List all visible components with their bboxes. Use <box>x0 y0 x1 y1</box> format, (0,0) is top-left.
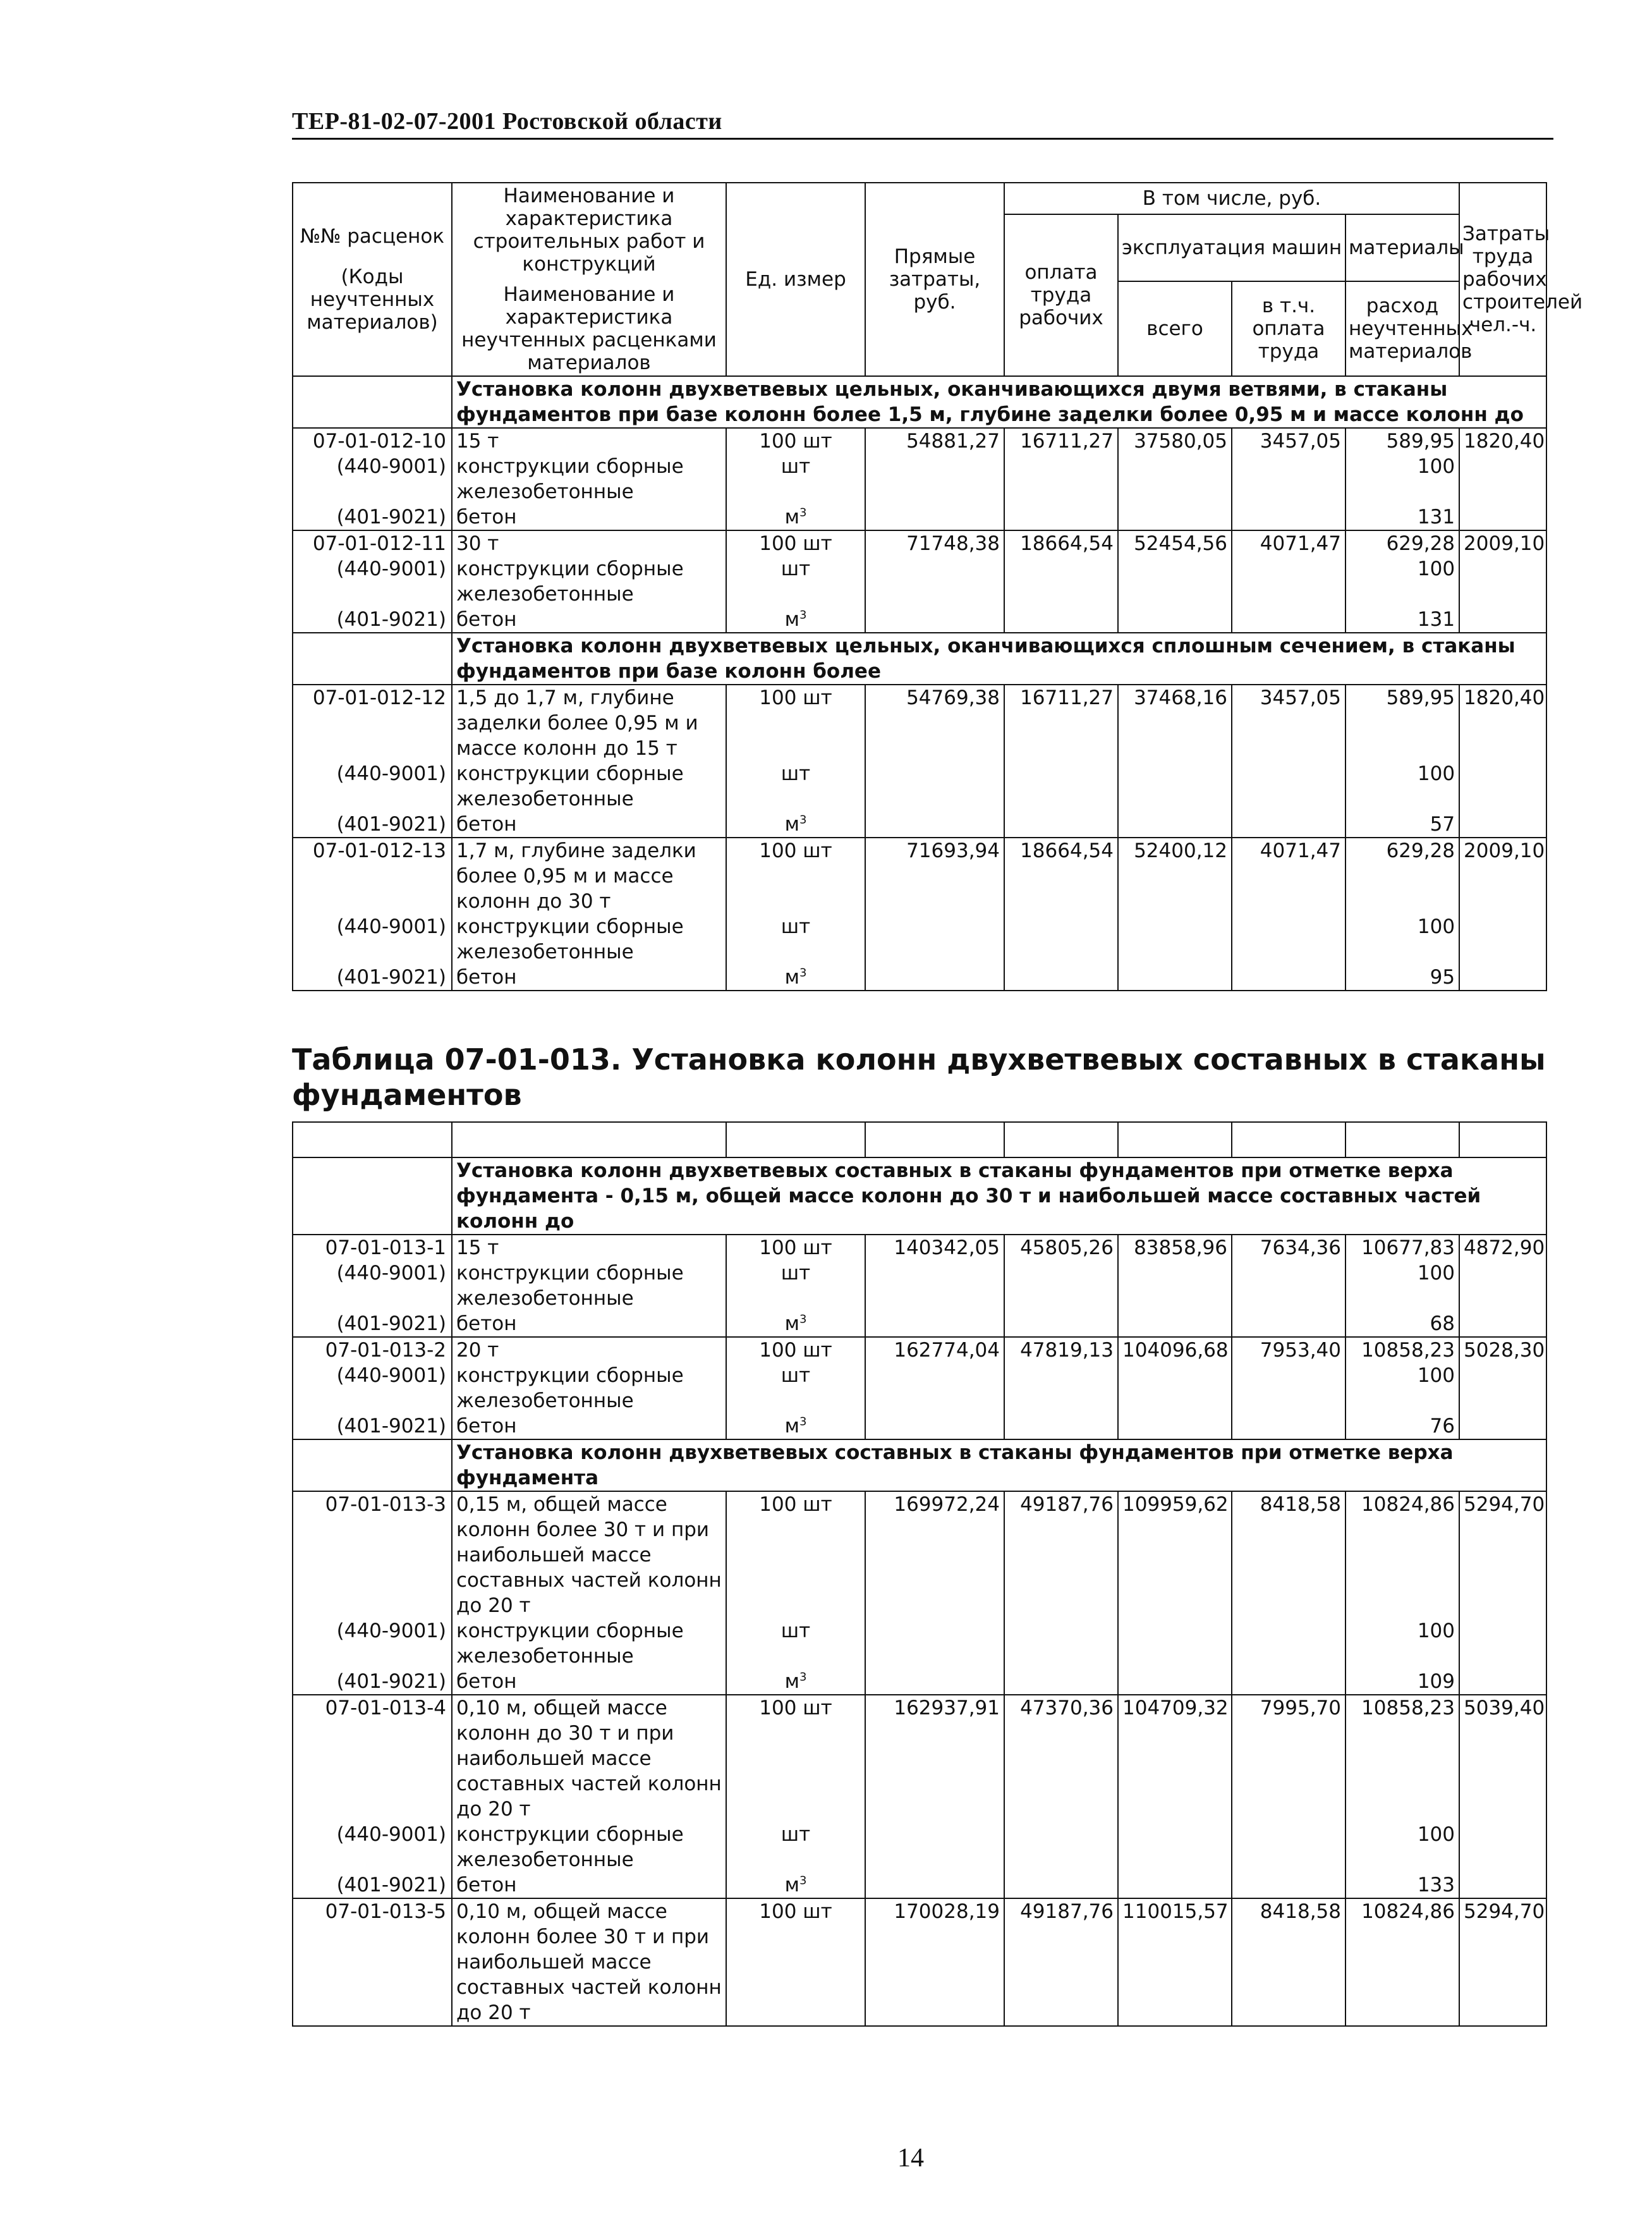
material-name: конструкции сборные железобетонные <box>452 1618 726 1669</box>
worker-hours: 5028,30 <box>1459 1337 1546 1363</box>
material-code: (440-9001) <box>293 1618 452 1669</box>
machine-labor-cost: 3457,05 <box>1232 685 1345 761</box>
material-name: конструкции сборные железобетонные <box>452 556 726 607</box>
material-qty: 100 <box>1345 1618 1459 1669</box>
worker-hours: 5294,70 <box>1459 1491 1546 1618</box>
rates-table-013 <box>292 1121 1547 2027</box>
machine-cost: 52454,56 <box>1118 530 1232 556</box>
labor-cost: 47819,13 <box>1004 1337 1118 1363</box>
col-code-header: №№ расценок (Коды неучтенных материалов) <box>293 183 452 376</box>
direct-cost: 162937,91 <box>865 1695 1004 1822</box>
rate-unit: 100 шт <box>726 1491 865 1618</box>
material-unit: шт <box>726 1363 865 1413</box>
rate-name: 15 т <box>452 428 726 454</box>
material-code: (401-9021) <box>293 812 452 838</box>
material-qty: 95 <box>1345 965 1459 991</box>
worker-hours: 5039,40 <box>1459 1695 1546 1822</box>
material-name: бетон <box>452 1872 726 1898</box>
material-code: (440-9001) <box>293 556 452 607</box>
material-unit: $м^3$ <box>726 965 865 991</box>
material-code: (401-9021) <box>293 1413 452 1439</box>
material-cost: 10858,23 <box>1345 1695 1459 1822</box>
section-heading: Установка колонн двухветвевых цельных, оканчивающихся сплошным сечением, в стаканы фундаментов при базе колонн более <box>452 633 1546 685</box>
material-qty: 133 <box>1345 1872 1459 1898</box>
rate-name: 30 т <box>452 530 726 556</box>
section-heading: Установка колонн двухветвевых составных в стаканы фундаментов при отметке верха фундамента - 0,15 м, общей массе колонн до 30 т и наибольшей массе составных частей колонн до <box>452 1157 1546 1235</box>
material-qty: 109 <box>1345 1669 1459 1695</box>
rate-code: 07-01-013-4 <box>293 1695 452 1822</box>
machine-cost: 109959,62 <box>1118 1491 1232 1618</box>
machine-labor-cost: 7995,70 <box>1232 1695 1345 1822</box>
col-unit-header: Ед. измер <box>726 183 865 376</box>
rate-unit: 100 шт <box>726 685 865 761</box>
machine-labor-cost: 3457,05 <box>1232 428 1345 454</box>
rate-code: 07-01-012-13 <box>293 838 452 914</box>
material-code: (401-9021) <box>293 1872 452 1898</box>
material-unit: $м^3$ <box>726 812 865 838</box>
rate-unit: 100 шт <box>726 1898 865 2026</box>
machine-labor-cost: 8418,58 <box>1232 1491 1345 1618</box>
machine-cost: 37580,05 <box>1118 428 1232 454</box>
material-name: бетон <box>452 1413 726 1439</box>
material-name: бетон <box>452 965 726 991</box>
material-cost: 10824,86 <box>1345 1491 1459 1618</box>
labor-cost: 16711,27 <box>1004 428 1118 454</box>
material-unit: шт <box>726 454 865 504</box>
material-cost: 629,28 <box>1345 530 1459 556</box>
material-unit: $м^3$ <box>726 1872 865 1898</box>
labor-cost: 49187,76 <box>1004 1898 1118 2026</box>
material-unit: шт <box>726 556 865 607</box>
material-name: конструкции сборные железобетонные <box>452 454 726 504</box>
worker-hours: 1820,40 <box>1459 428 1546 454</box>
labor-cost: 47370,36 <box>1004 1695 1118 1822</box>
material-code: (401-9021) <box>293 607 452 633</box>
material-unit: шт <box>726 1260 865 1311</box>
rate-unit: 100 шт <box>726 530 865 556</box>
rate-name: 0,10 м, общей массе колонн более 30 т и при наибольшей массе составных частей колонн до 20 т <box>452 1898 726 2026</box>
material-code: (440-9001) <box>293 761 452 812</box>
material-unit: $м^3$ <box>726 1311 865 1337</box>
page-header: ТЕР-81-02-07-2001 Ростовской области <box>292 108 722 135</box>
col-materials-header: материалы <box>1345 214 1459 281</box>
rate-name: 20 т <box>452 1337 726 1363</box>
material-cost: 629,28 <box>1345 838 1459 914</box>
direct-cost: 140342,05 <box>865 1235 1004 1260</box>
material-unit: шт <box>726 1618 865 1669</box>
direct-cost: 170028,19 <box>865 1898 1004 2026</box>
rate-code: 07-01-013-2 <box>293 1337 452 1363</box>
material-name: конструкции сборные железобетонные <box>452 1363 726 1413</box>
direct-cost: 162774,04 <box>865 1337 1004 1363</box>
rate-unit: 100 шт <box>726 1695 865 1822</box>
machine-cost: 110015,57 <box>1118 1898 1232 2026</box>
material-qty: 100 <box>1345 1363 1459 1413</box>
rate-name: 0,10 м, общей массе колонн до 30 т и при наибольшей массе составных частей колонн до 20 т <box>452 1695 726 1822</box>
col-name-header: Наименование и характеристика строительных работ и конструкций Наименование и характеристика неучтенных расценками материалов <box>452 183 726 376</box>
material-unit: $м^3$ <box>726 1669 865 1695</box>
material-qty: 68 <box>1345 1311 1459 1337</box>
section-heading: Установка колонн двухветвевых цельных, оканчивающихся двумя ветвями, в стаканы фундаментов при базе колонн более 1,5 м, глубине заделки более 0,95 м и массе колонн до <box>452 376 1546 428</box>
labor-cost: 18664,54 <box>1004 530 1118 556</box>
labor-cost: 16711,27 <box>1004 685 1118 761</box>
material-cost: 10677,83 <box>1345 1235 1459 1260</box>
worker-hours: 4872,90 <box>1459 1235 1546 1260</box>
rate-code: 07-01-013-3 <box>293 1491 452 1618</box>
machine-labor-cost: 8418,58 <box>1232 1898 1345 2026</box>
worker-hours: 5294,70 <box>1459 1898 1546 2026</box>
material-name: конструкции сборные железобетонные <box>452 1822 726 1872</box>
material-cost: 589,95 <box>1345 428 1459 454</box>
machine-cost: 104709,32 <box>1118 1695 1232 1822</box>
worker-hours: 1820,40 <box>1459 685 1546 761</box>
direct-cost: 71693,94 <box>865 838 1004 914</box>
col-mat-extra-header: расход неучтенных материалов <box>1345 281 1459 376</box>
machine-labor-cost: 4071,47 <box>1232 838 1345 914</box>
material-qty: 76 <box>1345 1413 1459 1439</box>
section-heading: Установка колонн двухветвевых составных в стаканы фундаментов при отметке верха фундамента <box>452 1439 1546 1491</box>
material-code: (440-9001) <box>293 1822 452 1872</box>
material-code: (440-9001) <box>293 454 452 504</box>
material-unit: шт <box>726 761 865 812</box>
material-qty: 100 <box>1345 1260 1459 1311</box>
machine-labor-cost: 7634,36 <box>1232 1235 1345 1260</box>
material-cost: 10824,86 <box>1345 1898 1459 2026</box>
rate-code: 07-01-013-5 <box>293 1898 452 2026</box>
direct-cost: 54881,27 <box>865 428 1004 454</box>
material-qty: 100 <box>1345 1822 1459 1872</box>
material-unit: $м^3$ <box>726 607 865 633</box>
material-name: бетон <box>452 607 726 633</box>
material-qty: 100 <box>1345 556 1459 607</box>
material-qty: 57 <box>1345 812 1459 838</box>
direct-cost: 71748,38 <box>865 530 1004 556</box>
material-unit: шт <box>726 914 865 965</box>
machine-labor-cost: 7953,40 <box>1232 1337 1345 1363</box>
rate-unit: 100 шт <box>726 838 865 914</box>
material-cost: 10858,23 <box>1345 1337 1459 1363</box>
col-labor-header: оплата труда рабочих <box>1004 214 1118 376</box>
material-unit: шт <box>726 1822 865 1872</box>
direct-cost: 169972,24 <box>865 1491 1004 1618</box>
material-qty: 100 <box>1345 761 1459 812</box>
material-qty: 131 <box>1345 504 1459 530</box>
rates-table-012 <box>292 182 1583 991</box>
material-name: бетон <box>452 1311 726 1337</box>
labor-cost: 49187,76 <box>1004 1491 1118 1618</box>
machine-cost: 52400,12 <box>1118 838 1232 914</box>
rate-name: 1,7 м, глубине заделки более 0,95 м и массе колонн до 30 т <box>452 838 726 914</box>
col-incl-header: В том числе, руб. <box>1004 183 1459 214</box>
direct-cost: 54769,38 <box>865 685 1004 761</box>
worker-hours: 2009,10 <box>1459 530 1546 556</box>
machine-cost: 37468,16 <box>1118 685 1232 761</box>
rate-name: 15 т <box>452 1235 726 1260</box>
rate-code: 07-01-012-10 <box>293 428 452 454</box>
material-name: конструкции сборные железобетонные <box>452 914 726 965</box>
col-direct-header: Прямые затраты, руб. <box>865 183 1004 376</box>
machine-cost: 83858,96 <box>1118 1235 1232 1260</box>
material-qty: 100 <box>1345 914 1459 965</box>
material-cost: 589,95 <box>1345 685 1459 761</box>
rate-unit: 100 шт <box>726 1337 865 1363</box>
material-code: (401-9021) <box>293 965 452 991</box>
col-mach-labor-header: в т.ч. оплата труда <box>1232 281 1345 376</box>
page-number: 14 <box>897 2144 924 2173</box>
col-mach-total-header: всего <box>1118 281 1232 376</box>
material-code: (401-9021) <box>293 1311 452 1337</box>
rate-name: 1,5 до 1,7 м, глубине заделки более 0,95 м и массе колонн до 15 т <box>452 685 726 761</box>
material-name: бетон <box>452 504 726 530</box>
material-name: бетон <box>452 812 726 838</box>
material-qty: 131 <box>1345 607 1459 633</box>
material-name: бетон <box>452 1669 726 1695</box>
material-name: конструкции сборные железобетонные <box>452 1260 726 1311</box>
rate-code: 07-01-013-1 <box>293 1235 452 1260</box>
material-unit: $м^3$ <box>726 1413 865 1439</box>
worker-hours: 2009,10 <box>1459 838 1546 914</box>
table-title: Таблица 07-01-013. Установка колонн двухветвевых составных в стаканы фундаментов <box>292 1042 1546 1112</box>
material-name: конструкции сборные железобетонные <box>452 761 726 812</box>
labor-cost: 18664,54 <box>1004 838 1118 914</box>
material-qty: 100 <box>1345 454 1459 504</box>
machine-labor-cost: 4071,47 <box>1232 530 1345 556</box>
material-code: (440-9001) <box>293 1260 452 1311</box>
col-workers-header: Затраты труда рабочих строителей чел.-ч. <box>1459 183 1546 376</box>
material-code: (440-9001) <box>293 1363 452 1413</box>
rate-unit: 100 шт <box>726 1235 865 1260</box>
material-code: (401-9021) <box>293 504 452 530</box>
material-code: (440-9001) <box>293 914 452 965</box>
material-unit: $м^3$ <box>726 504 865 530</box>
rate-code: 07-01-012-11 <box>293 530 452 556</box>
header-rule <box>292 138 1553 140</box>
material-code: (401-9021) <box>293 1669 452 1695</box>
rate-name: 0,15 м, общей массе колонн более 30 т и при наибольшей массе составных частей колонн до 20 т <box>452 1491 726 1618</box>
machine-cost: 104096,68 <box>1118 1337 1232 1363</box>
labor-cost: 45805,26 <box>1004 1235 1118 1260</box>
rate-unit: 100 шт <box>726 428 865 454</box>
rate-code: 07-01-012-12 <box>293 685 452 761</box>
col-machines-header: эксплуатация машин <box>1118 214 1345 281</box>
